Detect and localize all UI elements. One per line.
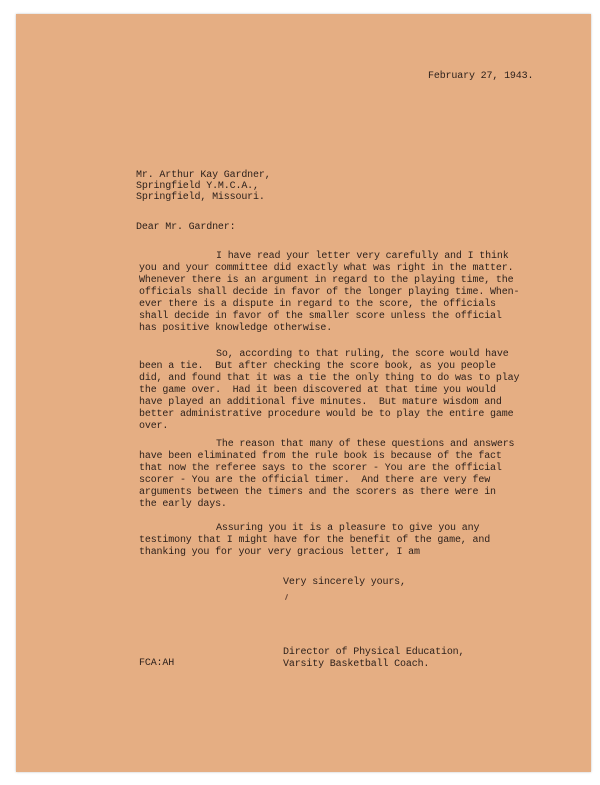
salutation: Dear Mr. Gardner: (136, 222, 236, 233)
signature-mark (285, 594, 288, 600)
paragraph-line: ever there is a dispute in regard to the score, the officials (139, 299, 496, 310)
paragraph-line: arguments between the timers and the scorers as there were in (139, 487, 496, 498)
paragraph-line: have been eliminated from the rule book is because of the fact (139, 451, 502, 462)
paragraph-line: better administrative procedure would be to play the entire game (139, 409, 514, 420)
paragraph-line: thanking you for your very gracious letter, I am (139, 547, 420, 558)
paragraph-line: The reason that many of these questions and answers (216, 439, 515, 450)
address-line: Mr. Arthur Kay Gardner, (136, 170, 271, 181)
closing: Very sincerely yours, (283, 577, 406, 588)
paragraph-line: that now the referee says to the scorer - You are the official (139, 463, 502, 474)
letter-date: February 27, 1943. (428, 71, 534, 82)
paragraph-line: I have read your letter very carefully and I think (216, 251, 509, 262)
paragraph-line: the early days. (139, 499, 227, 510)
paragraph-line: testimony that I might have for the benefit of the game, and (139, 535, 491, 546)
paragraph-line: scorer - You are the official timer. And there are very few (139, 475, 491, 486)
address-line: Springfield, Missouri. (136, 192, 265, 203)
paragraph-line: So, according to that ruling, the score would have (216, 349, 509, 360)
address-line: Springfield Y.M.C.A., (136, 181, 259, 192)
paragraph-line: Assuring you it is a pleasure to give you any (216, 523, 480, 534)
paragraph-line: been a tie. But after checking the score book, as you people (139, 361, 496, 372)
paragraph-line: did, and found that it was a tie the only thing to do was to play (139, 373, 520, 384)
letter-page (16, 14, 591, 772)
paragraph-line: officials shall decide in favor of the longer playing time. When- (139, 287, 520, 298)
paragraph-line: the game over. Had it been discovered at that time you would (139, 385, 496, 396)
signature-title-line: Varsity Basketball Coach. (283, 659, 430, 670)
paragraph-line: Whenever there is an argument in regard to the playing time, the (139, 275, 514, 286)
paragraph-line: over. (139, 421, 169, 432)
paragraph-line: you and your committee did exactly what was right in the matter. (139, 263, 514, 274)
paragraph-line: have played an additional five minutes. But mature wisdom and (139, 397, 502, 408)
reference-initials: FCA:AH (139, 658, 175, 669)
paragraph-line: shall decide in favor of the smaller score unless the official (139, 311, 502, 322)
signature-title-line: Director of Physical Education, (283, 647, 465, 658)
paragraph-line: has positive knowledge otherwise. (139, 323, 333, 334)
